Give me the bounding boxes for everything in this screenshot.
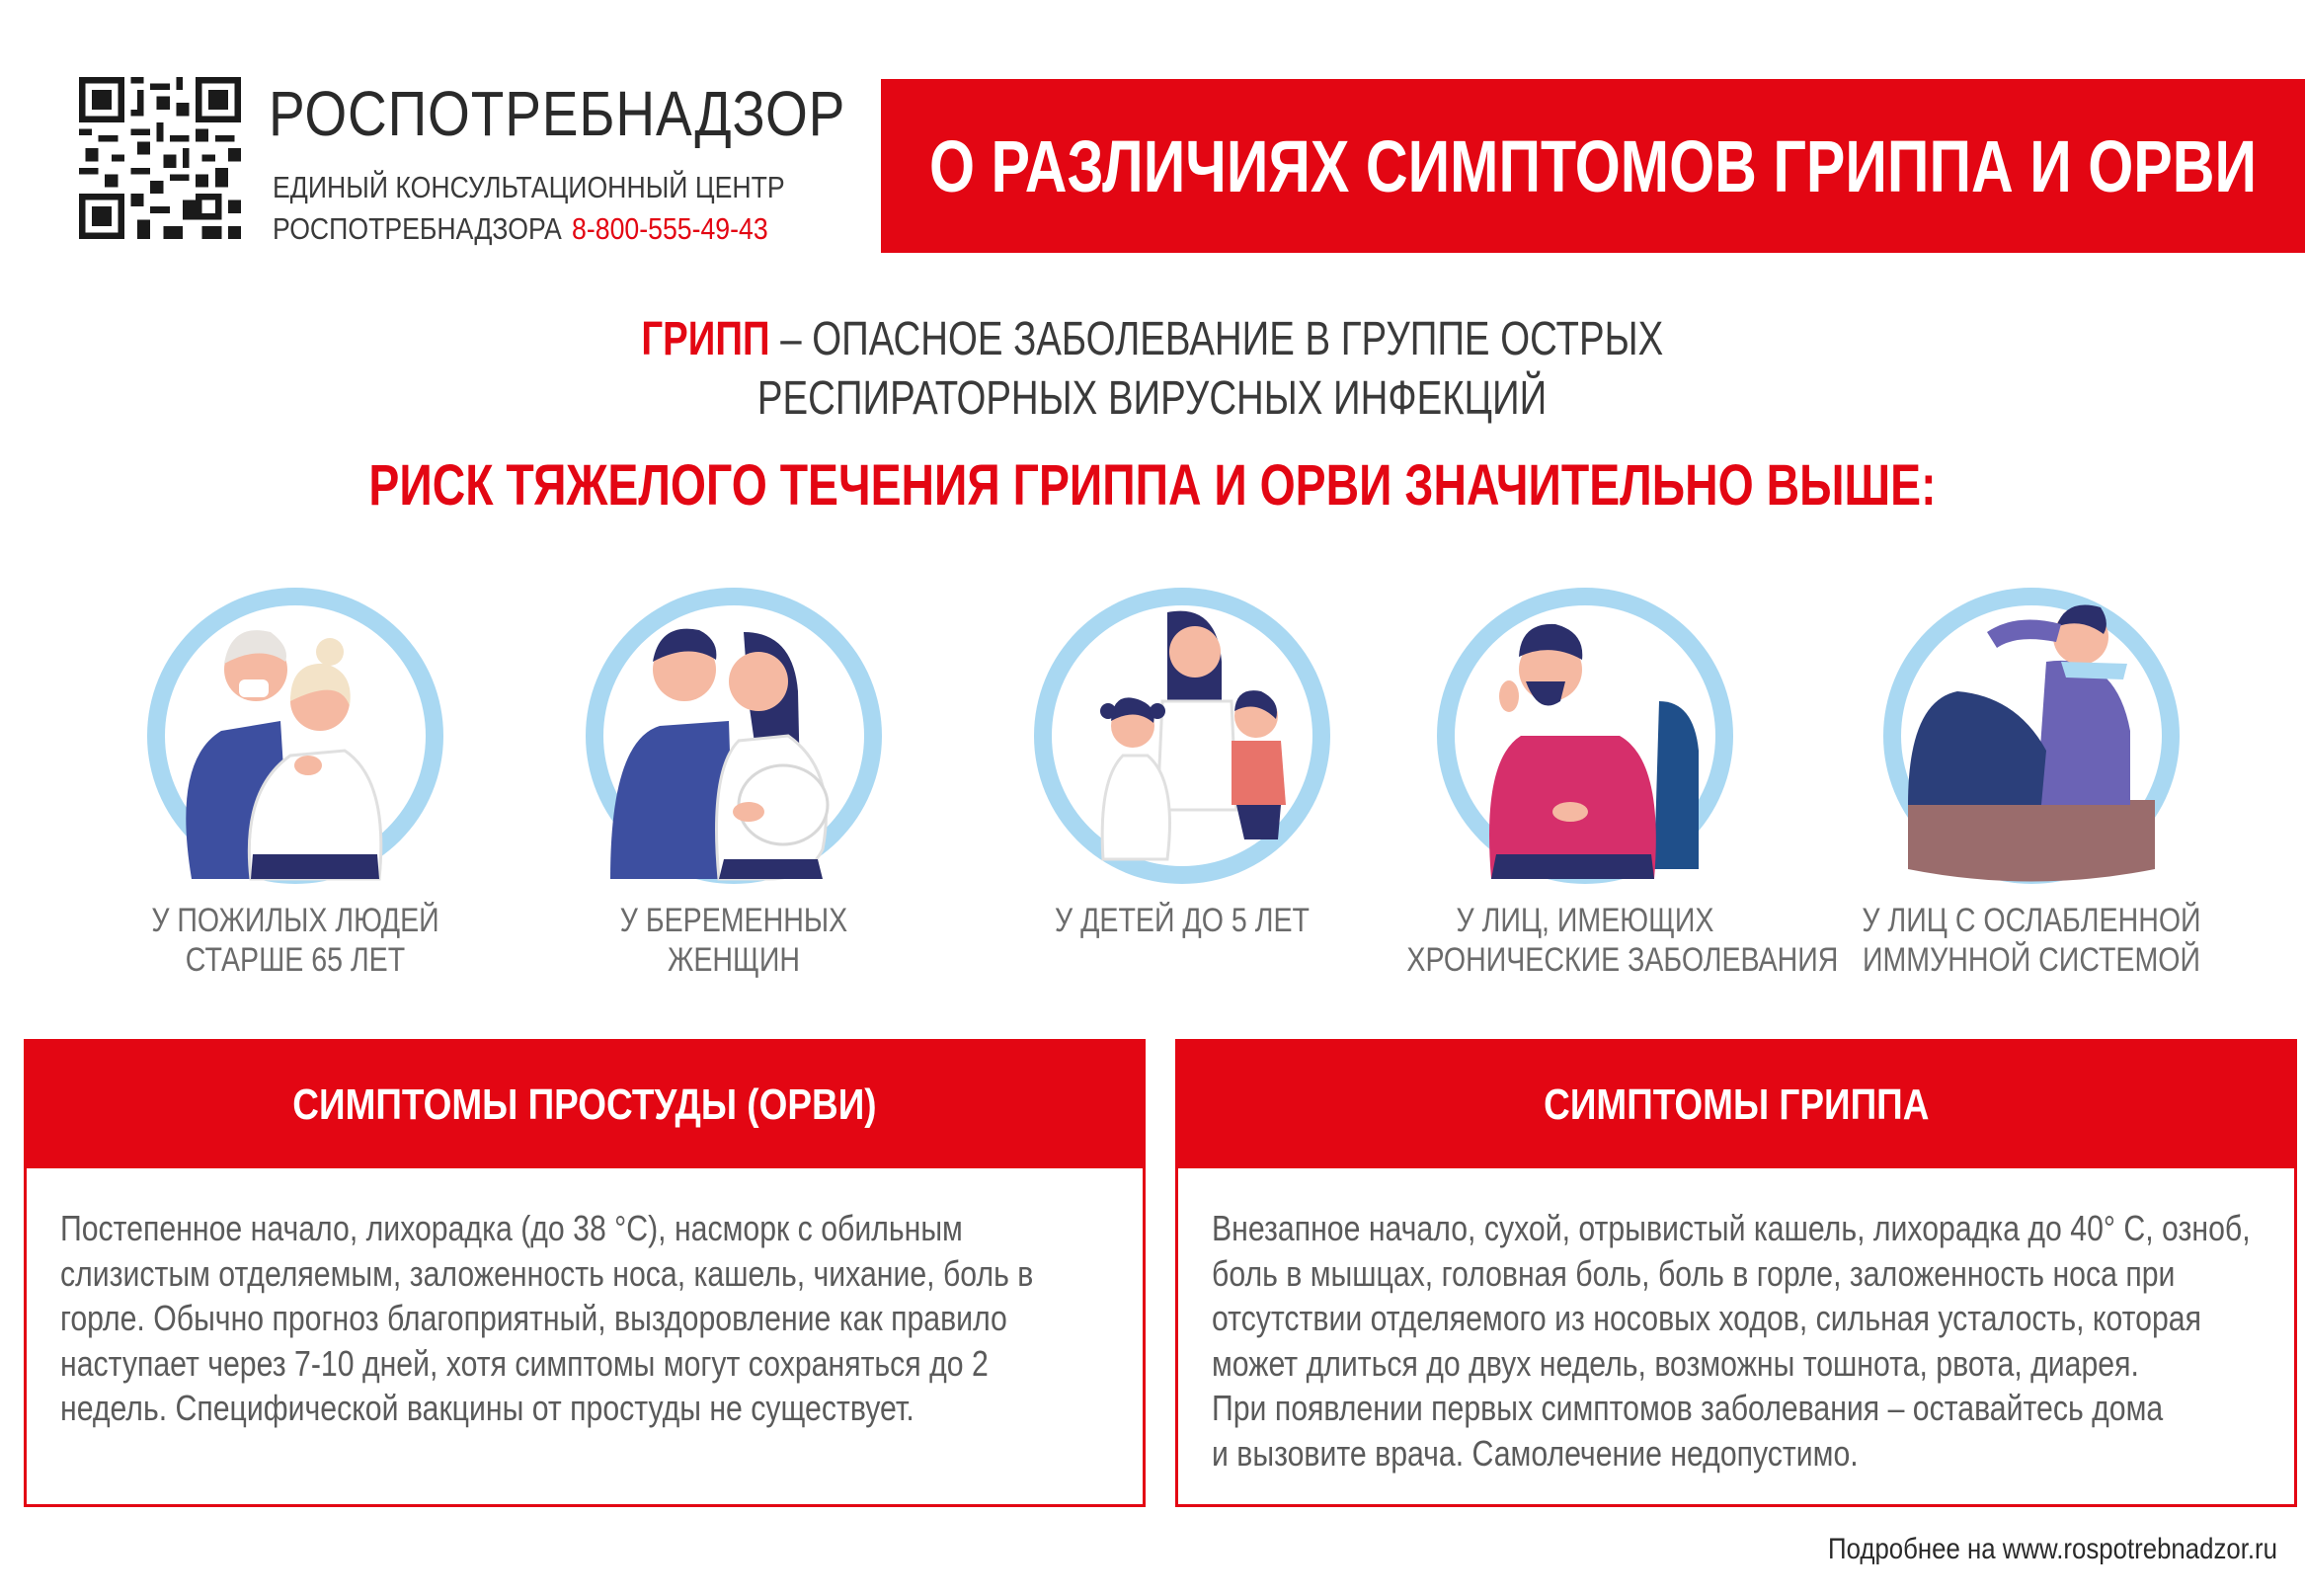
flu-symptoms-line: Внезапное начало, сухой, отрывистый кашель, лихорадка до 40° С, озноб,	[1212, 1208, 2251, 1248]
flu-symptoms-line: отсутствии отделяемого из носовых ходов, сильная усталость, которая	[1212, 1298, 2202, 1338]
risk-group-label-line: У БЕРЕМЕННЫХ	[619, 902, 848, 939]
intro-line-2	[0, 371, 2305, 426]
risk-group-elderly	[83, 553, 498, 1007]
risk-group-immune	[1819, 553, 2234, 1007]
intro-definition-2: РЕСПИРАТОРНЫХ ВИРУСНЫХ ИНФЕКЦИЙ	[757, 372, 1548, 425]
intro-dash: –	[769, 313, 813, 365]
risk-group-label-line: ЖЕНЩИН	[668, 941, 800, 979]
consult-center-line-2	[273, 211, 768, 247]
hotline-phone: 8-800-555-49-43	[572, 211, 768, 246]
intro-definition: ОПАСНОЕ ЗАБОЛЕВАНИЕ В ГРУППЕ ОСТРЫХ	[812, 313, 1664, 365]
chronic-illness-illustration	[1422, 553, 1748, 889]
consult-center-org: РОСПОТРЕБНАДЗОРА	[273, 211, 562, 246]
page-title: О РАЗЛИЧИЯХ СИМПТОМОВ ГРИППА И ОРВИ	[928, 124, 2258, 207]
risk-group-label-line: У ПОЖИЛЫХ ЛЮДЕЙ	[151, 902, 439, 939]
flu-symptoms-line: может длиться до двух недель, возможны тошнота, рвота, диарея.	[1212, 1342, 2139, 1384]
risk-group-pregnant	[521, 553, 936, 1007]
risk-group-chronic	[1373, 553, 1839, 1007]
weak-immunity-illustration	[1868, 553, 2194, 889]
flu-symptoms-heading: СИМПТОМЫ ГРИППА	[1543, 1080, 1930, 1129]
risk-group-label-line: У ЛИЦ, ИМЕЮЩИХ	[1456, 902, 1714, 939]
flu-symptoms-header	[1178, 1042, 2294, 1168]
cold-symptoms-line: недель. Специфической вакцины от простуды не существует.	[60, 1388, 914, 1428]
consult-center-line: ЕДИНЫЙ КОНСУЛЬТАЦИОННЫЙ ЦЕНТР	[273, 170, 785, 204]
title-banner	[881, 79, 2305, 253]
flu-symptoms-box	[1175, 1039, 2297, 1507]
intro-line-1	[0, 312, 2305, 366]
cold-symptoms-line: Постепенное начало, лихорадка (до 38 °С), насморк с обильным	[60, 1208, 963, 1248]
risk-group-children	[970, 553, 1385, 1007]
cold-symptoms-line: наступает через 7-10 дней, хотя симптомы могут сохраняться до 2	[60, 1342, 989, 1384]
cold-symptoms-box	[24, 1039, 1146, 1507]
qr-code-icon	[79, 77, 241, 239]
risk-group-label	[1373, 901, 1839, 980]
flu-symptoms-line: и вызовите врача. Самолечение недопустимо.	[1212, 1432, 1859, 1474]
risk-group-label	[970, 901, 1394, 940]
flu-symptoms-line: При появлении первых симптомов заболевания – оставайтесь дома	[1212, 1388, 2164, 1428]
elderly-couple-illustration	[132, 553, 458, 889]
organization-name: РОСПОТРЕБНАДЗОР	[269, 78, 846, 149]
risk-group-label-line: У ДЕТЕЙ ДО 5 ЛЕТ	[1055, 902, 1310, 939]
risk-group-label	[83, 901, 508, 980]
flu-symptoms-text	[1178, 1168, 2294, 1476]
cold-symptoms-line: слизистым отделяемым, заложенность носа, кашель, чихание, боль в	[60, 1252, 1034, 1294]
risk-heading-text: РИСК ТЯЖЕЛОГО ТЕЧЕНИЯ ГРИППА И ОРВИ ЗНАЧИТЕЛЬНО ВЫШЕ:	[368, 453, 1937, 518]
footer-website-link[interactable]: Подробнее на www.rospotrebnadzor.ru	[1828, 1533, 2277, 1565]
risk-group-label-line: ИММУННОЙ СИСТЕМОЙ	[1862, 941, 2201, 979]
pregnant-woman-illustration	[571, 553, 897, 889]
risk-group-label-line: У ЛИЦ С ОСЛАБЛЕННОЙ	[1862, 902, 2201, 939]
cold-symptoms-header	[27, 1042, 1143, 1168]
cold-symptoms-heading: СИМПТОМЫ ПРОСТУДЫ (ОРВИ)	[292, 1080, 877, 1129]
risk-group-label-line: ХРОНИЧЕСКИЕ ЗАБОЛЕВАНИЯ	[1406, 941, 1839, 979]
cold-symptoms-text	[27, 1168, 1143, 1431]
flu-keyword: ГРИПП	[641, 313, 770, 365]
risk-heading	[0, 452, 2305, 519]
flu-symptoms-line: боль в мышцах, головная боль, боль в горле, заложенность носа при	[1212, 1252, 2176, 1294]
risk-group-label-line: СТАРШЕ 65 ЛЕТ	[185, 941, 406, 979]
risk-group-label	[1819, 901, 2244, 980]
cold-symptoms-line: горле. Обычно прогноз благоприятный, выздоровление как правило	[60, 1298, 1007, 1338]
children-illustration	[1019, 553, 1345, 889]
risk-group-label	[521, 901, 946, 980]
